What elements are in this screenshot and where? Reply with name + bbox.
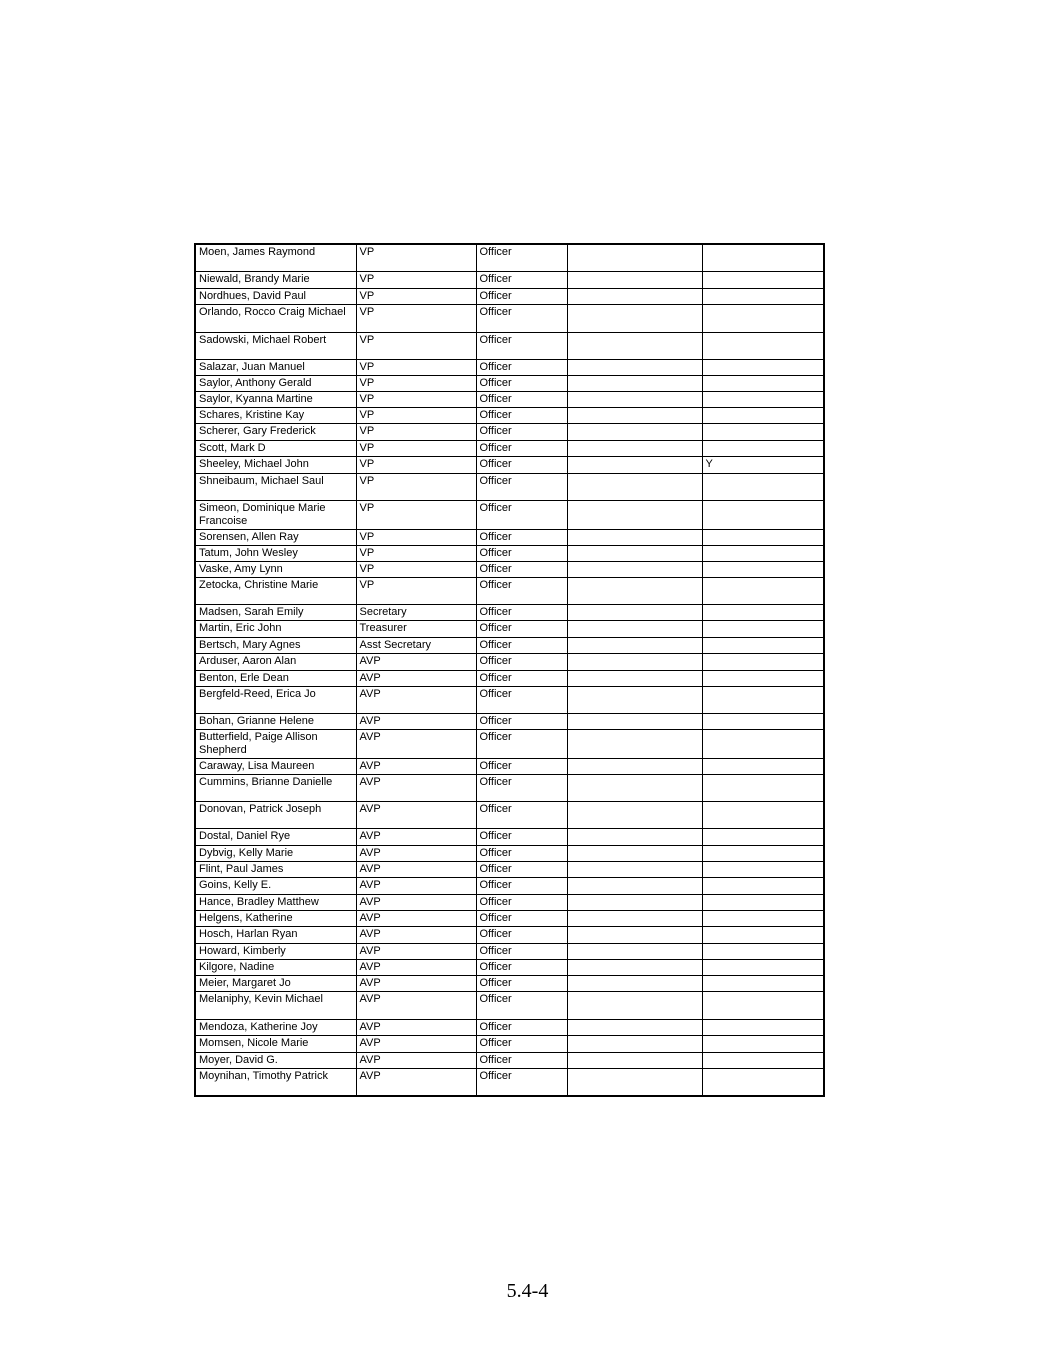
title-cell: VP <box>356 440 476 456</box>
title-cell: AVP <box>356 1068 476 1096</box>
status-cell: Officer <box>476 423 567 440</box>
col5-cell <box>702 1052 824 1068</box>
title-cell: VP <box>356 407 476 423</box>
status-cell: Officer <box>476 561 567 577</box>
col5-cell <box>702 244 824 271</box>
table-row <box>195 943 824 959</box>
col5-cell <box>702 926 824 943</box>
col4-cell <box>567 828 702 845</box>
col4-cell <box>567 456 702 473</box>
table-row <box>195 1052 824 1068</box>
title-cell: AVP <box>356 845 476 861</box>
col4-cell <box>567 758 702 774</box>
table-row <box>195 910 824 926</box>
col4-cell <box>567 975 702 991</box>
status-cell: Officer <box>476 670 567 686</box>
name-cell: Hance, Bradley Matthew <box>195 894 356 910</box>
name-cell: Scott, Mark D <box>195 440 356 456</box>
col5-cell <box>702 845 824 861</box>
table-row <box>195 304 824 332</box>
title-cell: AVP <box>356 926 476 943</box>
title-cell: AVP <box>356 894 476 910</box>
status-cell: Officer <box>476 359 567 375</box>
status-cell: Officer <box>476 456 567 473</box>
name-cell: Howard, Kimberly <box>195 943 356 959</box>
status-cell: Officer <box>476 774 567 801</box>
col5-cell <box>702 991 824 1019</box>
title-cell: AVP <box>356 991 476 1019</box>
col4-cell <box>567 910 702 926</box>
officer-table-body <box>195 244 824 1096</box>
name-cell: Melaniphy, Kevin Michael <box>195 991 356 1019</box>
name-cell: Martin, Eric John <box>195 620 356 637</box>
col5-cell <box>702 877 824 894</box>
table-row <box>195 991 824 1019</box>
name-cell: Niewald, Brandy Marie <box>195 271 356 288</box>
table-row <box>195 407 824 423</box>
status-cell: Officer <box>476 1019 567 1035</box>
name-cell: Bertsch, Mary Agnes <box>195 637 356 653</box>
col5-cell <box>702 774 824 801</box>
col4-cell <box>567 473 702 500</box>
table-row <box>195 456 824 473</box>
title-cell: AVP <box>356 1035 476 1052</box>
table-row <box>195 577 824 604</box>
status-cell: Officer <box>476 877 567 894</box>
name-cell: Arduser, Aaron Alan <box>195 653 356 670</box>
status-cell: Officer <box>476 244 567 271</box>
name-cell: Salazar, Juan Manuel <box>195 359 356 375</box>
table-row <box>195 440 824 456</box>
status-cell: Officer <box>476 975 567 991</box>
col5-cell <box>702 529 824 545</box>
col5-cell <box>702 653 824 670</box>
page-number: 5.4-4 <box>506 1280 549 1302</box>
table-row <box>195 926 824 943</box>
table-row <box>195 473 824 500</box>
title-cell: VP <box>356 288 476 304</box>
col5-cell <box>702 359 824 375</box>
table-row <box>195 1068 824 1096</box>
table-row <box>195 713 824 729</box>
status-cell: Officer <box>476 713 567 729</box>
col5-cell <box>702 271 824 288</box>
table-row <box>195 637 824 653</box>
col4-cell <box>567 620 702 637</box>
col4-cell <box>567 637 702 653</box>
title-cell: VP <box>356 332 476 359</box>
status-cell: Officer <box>476 500 567 529</box>
col4-cell <box>567 244 702 271</box>
title-cell: Asst Secretary <box>356 637 476 653</box>
col4-cell <box>567 877 702 894</box>
col5-cell <box>702 391 824 407</box>
status-cell: Officer <box>476 577 567 604</box>
col5-cell <box>702 828 824 845</box>
col5-cell <box>702 686 824 713</box>
name-cell: Madsen, Sarah Emily <box>195 604 356 620</box>
name-cell: Nordhues, David Paul <box>195 288 356 304</box>
status-cell: Officer <box>476 991 567 1019</box>
col4-cell <box>567 653 702 670</box>
table-row <box>195 500 824 529</box>
name-cell: Scherer, Gary Frederick <box>195 423 356 440</box>
col5-cell <box>702 729 824 758</box>
col4-cell <box>567 545 702 561</box>
name-cell: Bohan, Grianne Helene <box>195 713 356 729</box>
table-row <box>195 758 824 774</box>
table-row <box>195 894 824 910</box>
col5-cell: Y <box>702 456 824 473</box>
title-cell: AVP <box>356 1019 476 1035</box>
status-cell: Officer <box>476 1052 567 1068</box>
title-cell: AVP <box>356 1052 476 1068</box>
col5-cell <box>702 561 824 577</box>
name-cell: Donovan, Patrick Joseph <box>195 801 356 828</box>
name-cell: Benton, Erle Dean <box>195 670 356 686</box>
col4-cell <box>567 959 702 975</box>
col4-cell <box>567 577 702 604</box>
title-cell: VP <box>356 304 476 332</box>
table-row <box>195 620 824 637</box>
col5-cell <box>702 959 824 975</box>
title-cell: AVP <box>356 910 476 926</box>
title-cell: VP <box>356 244 476 271</box>
title-cell: AVP <box>356 975 476 991</box>
col5-cell <box>702 894 824 910</box>
col5-cell <box>702 758 824 774</box>
table-row <box>195 975 824 991</box>
col5-cell <box>702 407 824 423</box>
col5-cell <box>702 288 824 304</box>
col4-cell <box>567 713 702 729</box>
name-cell: Kilgore, Nadine <box>195 959 356 975</box>
name-cell: Moen, James Raymond <box>195 244 356 271</box>
col4-cell <box>567 288 702 304</box>
title-cell: VP <box>356 473 476 500</box>
name-cell: Helgens, Katherine <box>195 910 356 926</box>
col5-cell <box>702 604 824 620</box>
name-cell: Saylor, Kyanna Martine <box>195 391 356 407</box>
col5-cell <box>702 713 824 729</box>
name-cell: Dybvig, Kelly Marie <box>195 845 356 861</box>
name-cell: Schares, Kristine Kay <box>195 407 356 423</box>
title-cell: AVP <box>356 758 476 774</box>
title-cell: VP <box>356 375 476 391</box>
name-cell: Meier, Margaret Jo <box>195 975 356 991</box>
status-cell: Officer <box>476 653 567 670</box>
status-cell: Officer <box>476 1068 567 1096</box>
name-cell: Dostal, Daniel Rye <box>195 828 356 845</box>
col5-cell <box>702 545 824 561</box>
table-row <box>195 423 824 440</box>
col5-cell <box>702 1019 824 1035</box>
table-row <box>195 545 824 561</box>
title-cell: AVP <box>356 670 476 686</box>
table-row <box>195 774 824 801</box>
name-cell: Caraway, Lisa Maureen <box>195 758 356 774</box>
col4-cell <box>567 801 702 828</box>
name-cell: Zetocka, Christine Marie <box>195 577 356 604</box>
title-cell: Secretary <box>356 604 476 620</box>
title-cell: VP <box>356 423 476 440</box>
col4-cell <box>567 1019 702 1035</box>
title-cell: AVP <box>356 943 476 959</box>
title-cell: AVP <box>356 801 476 828</box>
table-row <box>195 359 824 375</box>
table-row <box>195 959 824 975</box>
table-row <box>195 670 824 686</box>
col5-cell <box>702 670 824 686</box>
col4-cell <box>567 774 702 801</box>
status-cell: Officer <box>476 861 567 877</box>
name-cell: Momsen, Nicole Marie <box>195 1035 356 1052</box>
title-cell: VP <box>356 456 476 473</box>
status-cell: Officer <box>476 529 567 545</box>
col5-cell <box>702 1068 824 1096</box>
status-cell: Officer <box>476 758 567 774</box>
title-cell: VP <box>356 391 476 407</box>
name-cell: Moyer, David G. <box>195 1052 356 1068</box>
table-row <box>195 1019 824 1035</box>
title-cell: VP <box>356 561 476 577</box>
col4-cell <box>567 991 702 1019</box>
status-cell: Officer <box>476 1035 567 1052</box>
name-cell: Tatum, John Wesley <box>195 545 356 561</box>
col4-cell <box>567 1068 702 1096</box>
table-row <box>195 877 824 894</box>
col4-cell <box>567 926 702 943</box>
table-row <box>195 244 824 271</box>
status-cell: Officer <box>476 845 567 861</box>
status-cell: Officer <box>476 729 567 758</box>
status-cell: Officer <box>476 894 567 910</box>
status-cell: Officer <box>476 686 567 713</box>
col4-cell <box>567 1052 702 1068</box>
table-row <box>195 845 824 861</box>
title-cell: VP <box>356 545 476 561</box>
title-cell: VP <box>356 500 476 529</box>
name-cell: Bergfeld-Reed, Erica Jo <box>195 686 356 713</box>
table-row <box>195 271 824 288</box>
col4-cell <box>567 1035 702 1052</box>
table-row <box>195 604 824 620</box>
col4-cell <box>567 894 702 910</box>
col4-cell <box>567 561 702 577</box>
col4-cell <box>567 391 702 407</box>
col4-cell <box>567 423 702 440</box>
table-row <box>195 653 824 670</box>
col4-cell <box>567 332 702 359</box>
col5-cell <box>702 500 824 529</box>
title-cell: Treasurer <box>356 620 476 637</box>
title-cell: AVP <box>356 877 476 894</box>
officer-table <box>194 243 825 1097</box>
name-cell: Mendoza, Katherine Joy <box>195 1019 356 1035</box>
col4-cell <box>567 943 702 959</box>
table-row <box>195 729 824 758</box>
name-cell: Sorensen, Allen Ray <box>195 529 356 545</box>
status-cell: Officer <box>476 545 567 561</box>
status-cell: Officer <box>476 332 567 359</box>
title-cell: VP <box>356 359 476 375</box>
col5-cell <box>702 1035 824 1052</box>
status-cell: Officer <box>476 828 567 845</box>
col5-cell <box>702 801 824 828</box>
name-cell: Vaske, Amy Lynn <box>195 561 356 577</box>
name-cell: Butterfield, Paige Allison Shepherd <box>195 729 356 758</box>
status-cell: Officer <box>476 620 567 637</box>
col4-cell <box>567 271 702 288</box>
col4-cell <box>567 529 702 545</box>
col4-cell <box>567 845 702 861</box>
table-row <box>195 288 824 304</box>
col5-cell <box>702 423 824 440</box>
col5-cell <box>702 861 824 877</box>
status-cell: Officer <box>476 910 567 926</box>
status-cell: Officer <box>476 440 567 456</box>
status-cell: Officer <box>476 637 567 653</box>
col4-cell <box>567 375 702 391</box>
status-cell: Officer <box>476 304 567 332</box>
col5-cell <box>702 620 824 637</box>
name-cell: Hosch, Harlan Ryan <box>195 926 356 943</box>
col4-cell <box>567 407 702 423</box>
table-row <box>195 828 824 845</box>
name-cell: Saylor, Anthony Gerald <box>195 375 356 391</box>
status-cell: Officer <box>476 926 567 943</box>
name-cell: Cummins, Brianne Danielle <box>195 774 356 801</box>
col4-cell <box>567 670 702 686</box>
col5-cell <box>702 304 824 332</box>
name-cell: Simeon, Dominique Marie Francoise <box>195 500 356 529</box>
table-row <box>195 861 824 877</box>
col5-cell <box>702 637 824 653</box>
col5-cell <box>702 910 824 926</box>
col4-cell <box>567 304 702 332</box>
name-cell: Goins, Kelly E. <box>195 877 356 894</box>
title-cell: AVP <box>356 959 476 975</box>
title-cell: AVP <box>356 774 476 801</box>
name-cell: Sheeley, Michael John <box>195 456 356 473</box>
col5-cell <box>702 943 824 959</box>
col5-cell <box>702 332 824 359</box>
name-cell: Flint, Paul James <box>195 861 356 877</box>
table-row <box>195 375 824 391</box>
status-cell: Officer <box>476 391 567 407</box>
title-cell: VP <box>356 529 476 545</box>
col5-cell <box>702 975 824 991</box>
table-row <box>195 1035 824 1052</box>
status-cell: Officer <box>476 375 567 391</box>
title-cell: AVP <box>356 713 476 729</box>
title-cell: VP <box>356 577 476 604</box>
table-row <box>195 391 824 407</box>
status-cell: Officer <box>476 288 567 304</box>
status-cell: Officer <box>476 604 567 620</box>
col4-cell <box>567 440 702 456</box>
status-cell: Officer <box>476 271 567 288</box>
name-cell: Sadowski, Michael Robert <box>195 332 356 359</box>
status-cell: Officer <box>476 473 567 500</box>
title-cell: AVP <box>356 653 476 670</box>
col4-cell <box>567 500 702 529</box>
col4-cell <box>567 604 702 620</box>
col4-cell <box>567 861 702 877</box>
status-cell: Officer <box>476 801 567 828</box>
col4-cell <box>567 359 702 375</box>
title-cell: AVP <box>356 729 476 758</box>
col5-cell <box>702 473 824 500</box>
col5-cell <box>702 577 824 604</box>
col4-cell <box>567 729 702 758</box>
col5-cell <box>702 440 824 456</box>
table-row <box>195 332 824 359</box>
title-cell: AVP <box>356 828 476 845</box>
col4-cell <box>567 686 702 713</box>
table-row <box>195 561 824 577</box>
title-cell: VP <box>356 271 476 288</box>
status-cell: Officer <box>476 943 567 959</box>
title-cell: AVP <box>356 686 476 713</box>
title-cell: AVP <box>356 861 476 877</box>
name-cell: Shneibaum, Michael Saul <box>195 473 356 500</box>
col5-cell <box>702 375 824 391</box>
table-row <box>195 801 824 828</box>
status-cell: Officer <box>476 959 567 975</box>
name-cell: Moynihan, Timothy Patrick <box>195 1068 356 1096</box>
name-cell: Orlando, Rocco Craig Michael <box>195 304 356 332</box>
table-row <box>195 686 824 713</box>
table-row <box>195 529 824 545</box>
status-cell: Officer <box>476 407 567 423</box>
